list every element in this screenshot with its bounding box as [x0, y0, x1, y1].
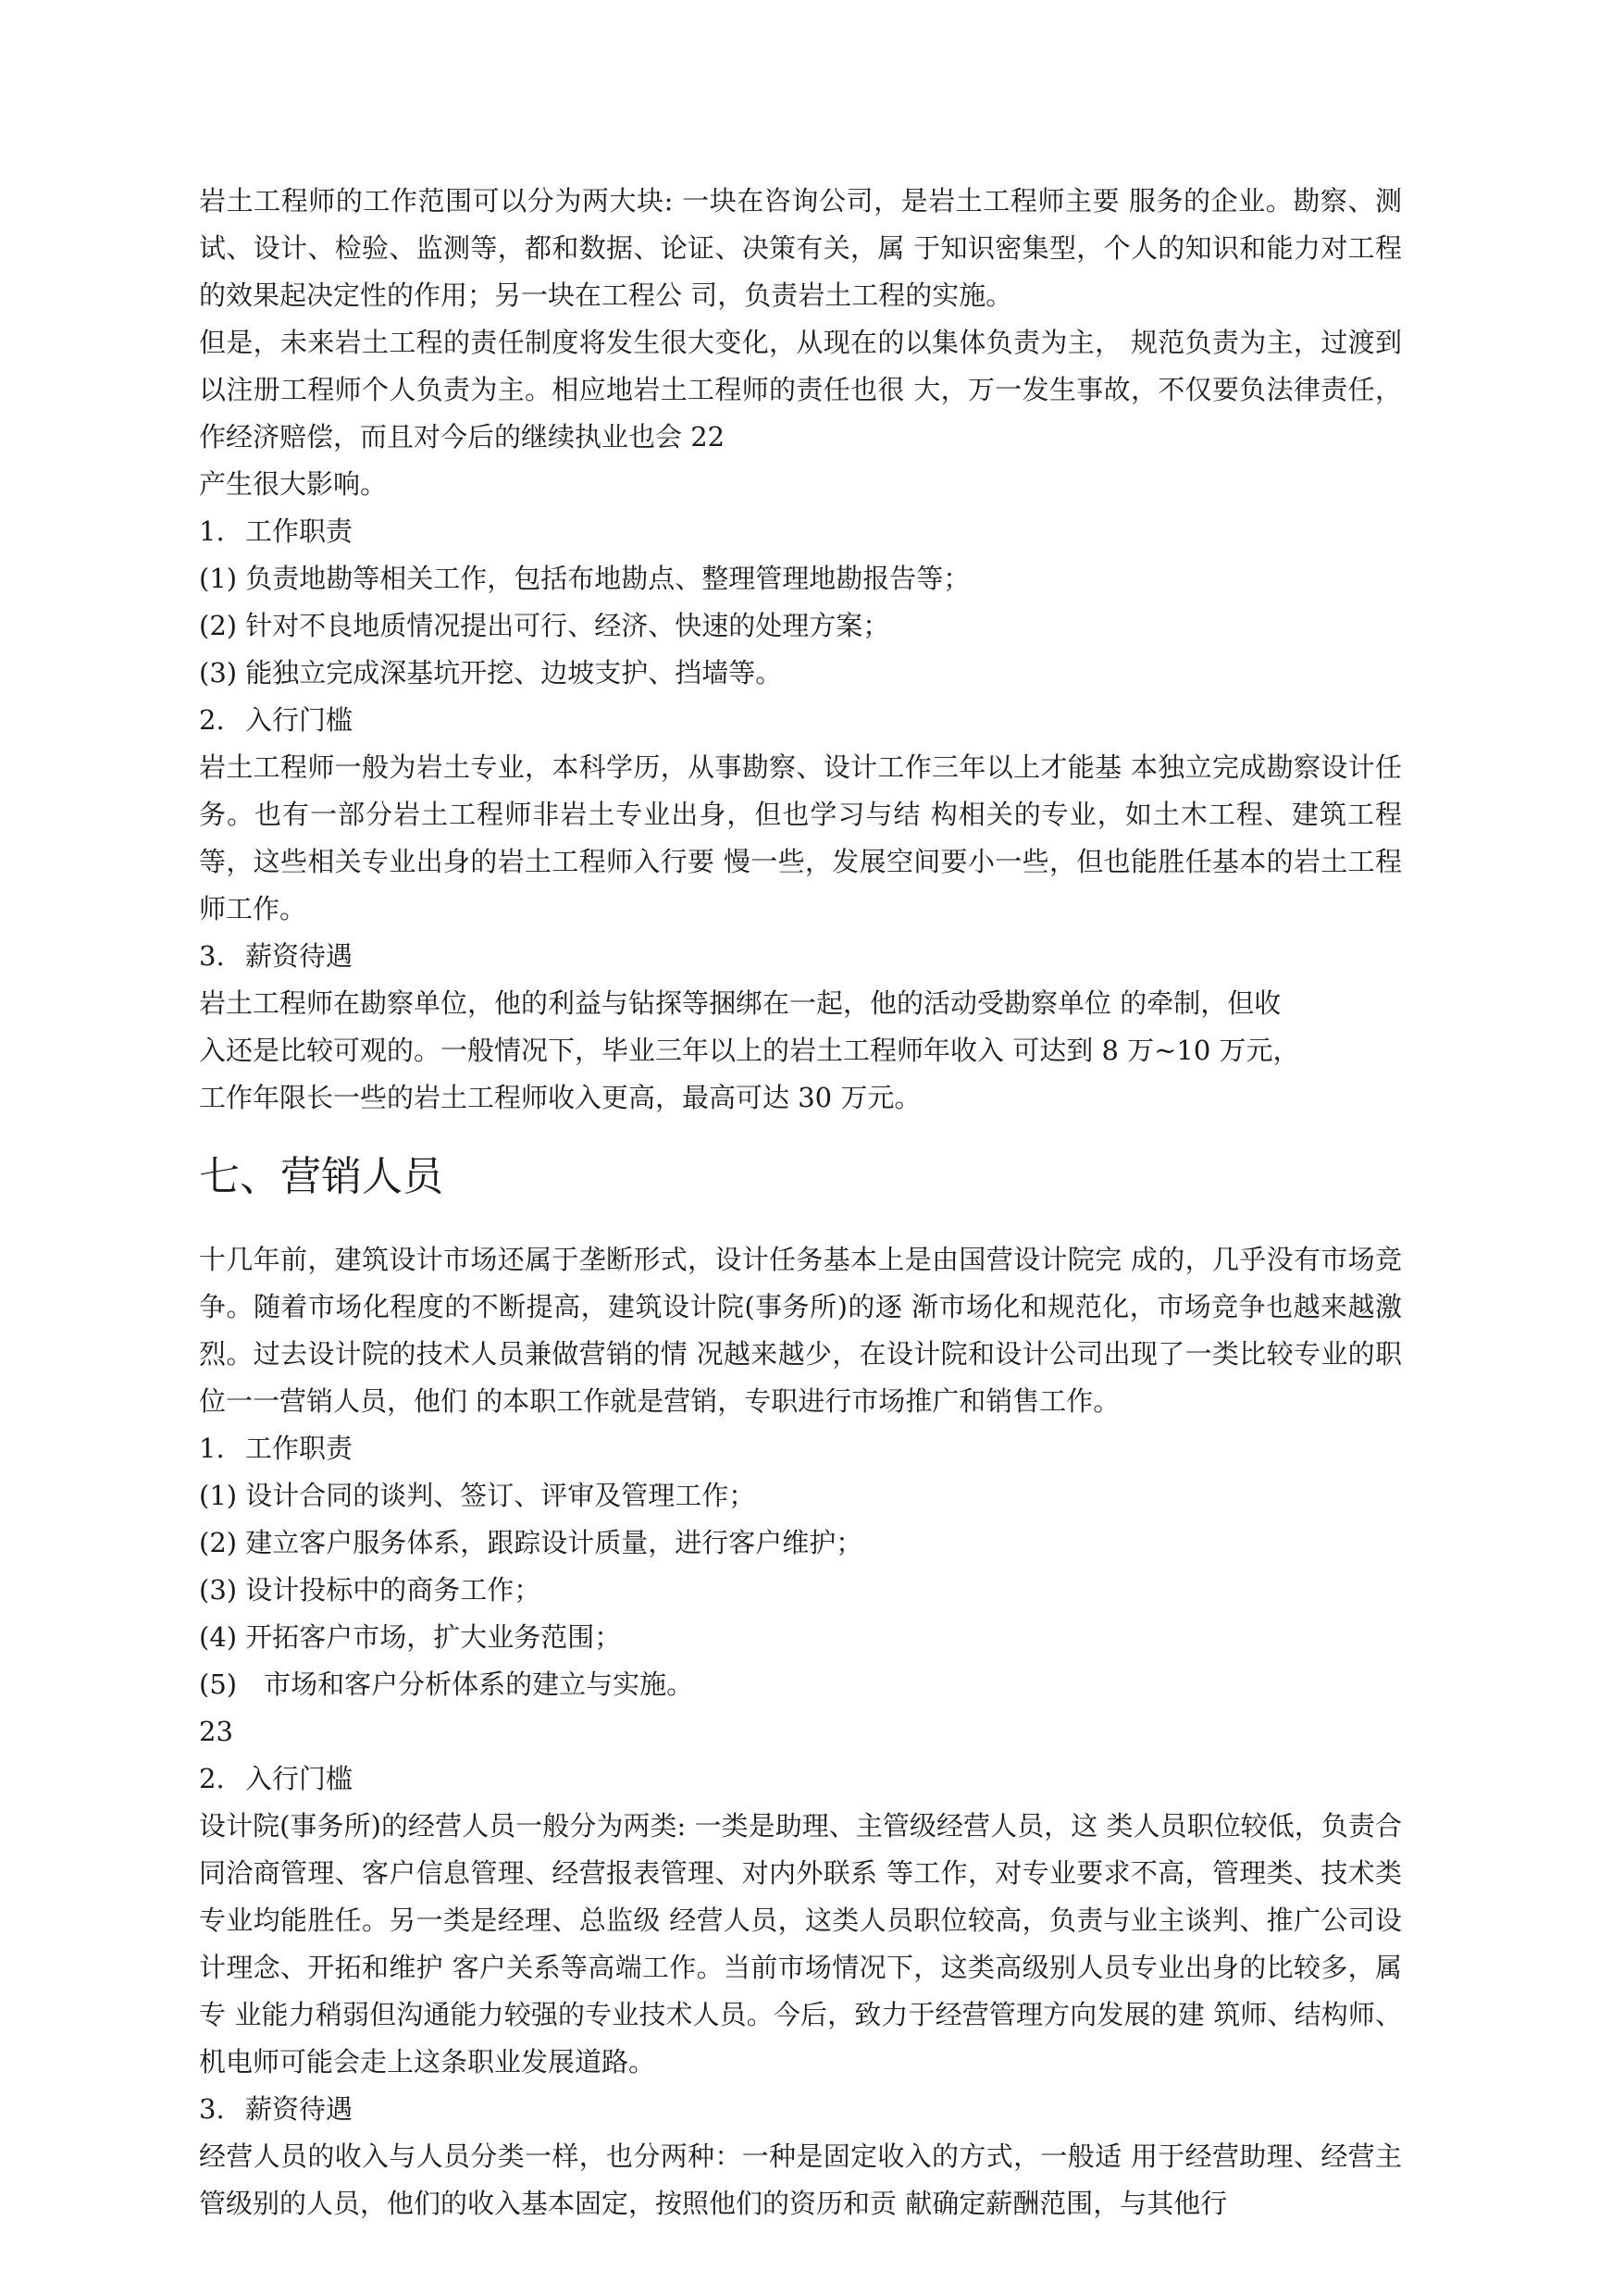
- marketing-entry-heading: [199, 1755, 1402, 1803]
- geotech-duties-heading: [199, 508, 1402, 555]
- document-page: [199, 178, 1402, 2227]
- marketing-duty-item-4: (4) 开拓客户市场，扩大业务范围；: [199, 1621, 622, 1653]
- list-title: 入行门槛: [245, 1763, 353, 1794]
- geotech-salary-line-2: 入还是比较可观的。一般情况下，毕业三年以上的岩土工程师年收入 可达到 8 万~10 万元，: [199, 1035, 1300, 1066]
- list-title: 工作职责: [245, 515, 353, 547]
- paragraph-marketing-salary: 经营人员的收入与人员分类一样，也分两种：一种是固定收入的方式，一般适 用于经营助理、经营主管级别的人员，他们的收入基本固定，按照他们的资历和贡 献确定薪酬范围，与其他行: [199, 2140, 1402, 2219]
- paragraph-geotech-entry: 岩土工程师一般为岩土专业，本科学历，从事勘察、设计工作三年以上才能基 本独立完成勘察设计任务。也有一部分岩土工程师非岩土专业出身，但也学习与结 构相关的专业，如土木工程、建筑工程等，这些相关专业出身的岩土工程师入行要 慢一些，发展空间要小一些，但也能胜任基本的岩土工程师工作。: [199, 751, 1402, 924]
- geotech-duty-item-3: (3) 能独立完成深基坑开挖、边坡支护、挡墙等。: [199, 657, 783, 688]
- marketing-salary-heading: [199, 2086, 1402, 2133]
- list-title: 薪资待遇: [245, 2093, 353, 2125]
- list-title: 工作职责: [245, 1433, 353, 1464]
- section-heading-marketing: 七、营销人员: [199, 1153, 443, 1200]
- geotech-entry-heading: [199, 697, 1402, 744]
- geotech-salary-heading: [199, 933, 1402, 980]
- marketing-duties-heading: [199, 1425, 1402, 1472]
- paragraph-geotech-impact: 产生很大影响。: [199, 468, 388, 500]
- list-number: 3.: [199, 940, 225, 972]
- paragraph-marketing-intro: 十几年前，建筑设计市场还属于垄断形式，设计任务基本上是由国营设计院完 成的，几乎没有市场竞争。随着市场化程度的不断提高，建筑设计院(事务所)的逐 渐市场化和规范化，市场竞争也越来越激烈。过去设计院的技术人员兼做营销的情 况越来越少，在设计院和设计公司出现了一类比较专业的职位一一营销人员，他们 的本职工作就是营销，专职进行市场推广和销售工作。: [199, 1244, 1402, 1417]
- marketing-duty-item-1: (1) 设计合同的谈判、签订、评审及管理工作；: [199, 1480, 756, 1511]
- list-number: 3.: [199, 2093, 225, 2125]
- geotech-salary-line-1: 岩土工程师在勘察单位，他的利益与钻探等捆绑在一起，他的活动受勘察单位 的牵制，但收: [199, 987, 1282, 1019]
- geotech-duty-item-2: (2) 针对不良地质情况提出可行、经济、快速的处理方案；: [199, 610, 890, 641]
- geotech-duty-item-1: (1) 负责地勘等相关工作，包括布地勘点、整理管理地勘报告等；: [199, 563, 971, 594]
- list-number: 1.: [199, 515, 225, 547]
- list-number: 2.: [199, 1763, 225, 1794]
- marketing-duty-item-3: (3) 设计投标中的商务工作；: [199, 1574, 541, 1606]
- list-title: 入行门槛: [245, 704, 353, 736]
- geotech-salary-line-3: 工作年限长一些的岩土工程师收入更高，最高可达 30 万元。: [199, 1082, 922, 1113]
- list-title: 薪资待遇: [245, 940, 353, 972]
- paragraph-marketing-entry: 设计院(事务所)的经营人员一般分为两类: 一类是助理、主管级经营人员，这 类人员职位较低，负责合同洽商管理、客户信息管理、经营报表管理、对内外联系 等工作，对专业要求不高，管理类、技术类专业均能胜任。另一类是经理、总监级 经营人员，这类人员职位较高，负责与业主谈判、推广公司设计理念、开拓和维护 客户关系等高端工作。当前市场情况下，这类高级别人员专业出身的比较多，属专 业能力稍弱但沟通能力较强的专业技术人员。今后，致力于经营管理方向发展的建 筑师、结构师、机电师可能会走上这条职业发展道路。: [199, 1810, 1402, 2078]
- list-number: 2.: [199, 704, 225, 736]
- page-number: 23: [199, 1716, 233, 1747]
- paragraph-geotech-scope: 岩土工程师的工作范围可以分为两大块: 一块在咨询公司，是岩土工程师主要 服务的企业。勘察、测试、设计、检验、监测等，都和数据、论证、决策有关，属 于知识密集型，个人的知识和能力对工程的效果起决定性的作用；另一块在工程公 司，负责岩土工程的实施。: [199, 185, 1402, 311]
- marketing-duty-item-2: (2) 建立客户服务体系，跟踪设计质量，进行客户维护；: [199, 1527, 863, 1558]
- marketing-duty-item-5: (5) 市场和客户分析体系的建立与实施。: [199, 1669, 694, 1700]
- paragraph-geotech-responsibility: 但是，未来岩土工程的责任制度将发生很大变化，从现在的以集体负责为主， 规范负责为主，过渡到以注册工程师个人负责为主。相应地岩土工程师的责任也很 大，万一发生事故，不仅要负法律责任，作经济赔偿，而且对今后的继续执业也会 22: [199, 327, 1402, 453]
- list-number: 1.: [199, 1433, 225, 1464]
